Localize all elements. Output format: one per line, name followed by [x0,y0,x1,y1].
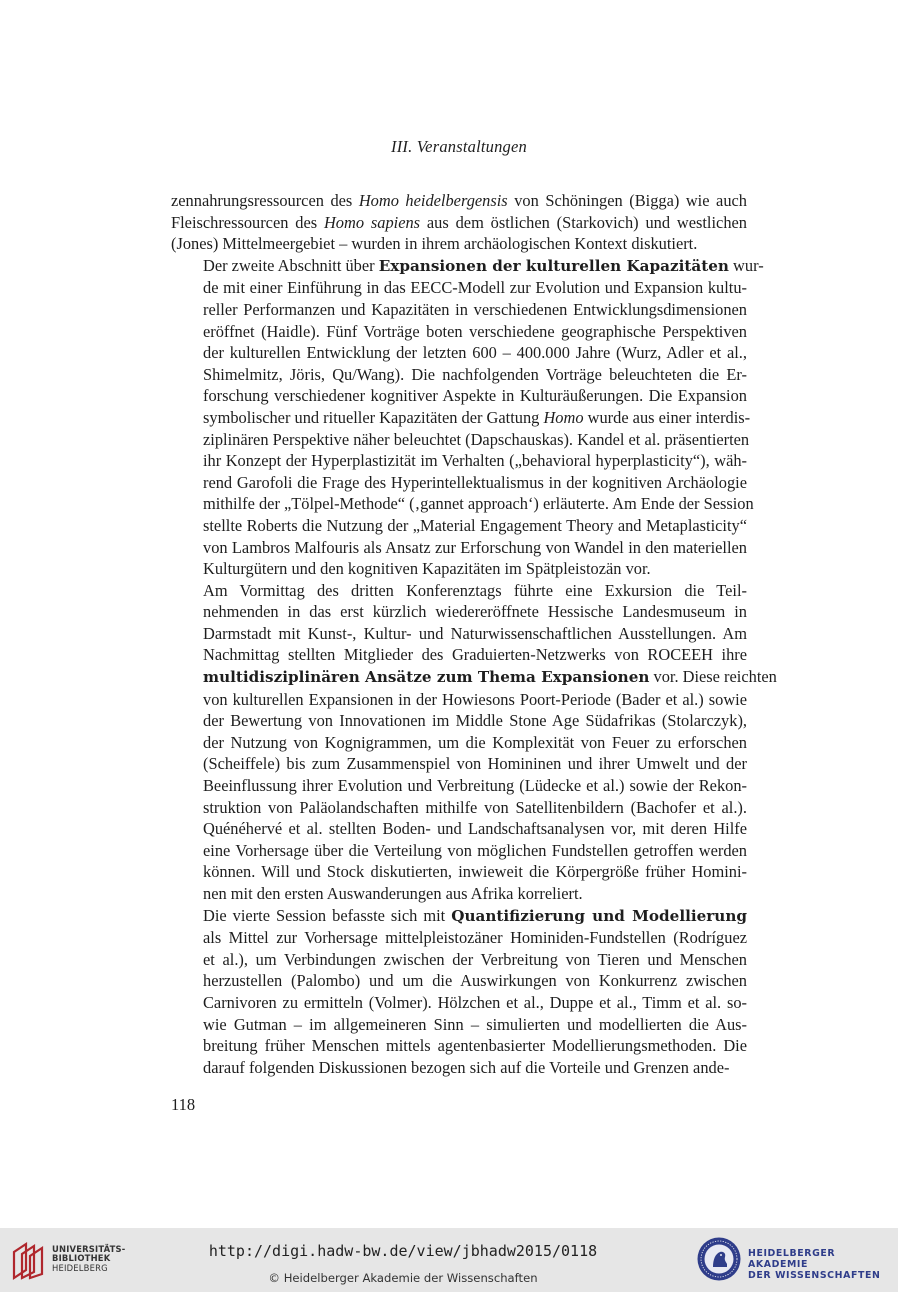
page-number: 118 [171,1095,196,1114]
copyright-notice: © Heidelberger Akademie der Wissenschaften [268,1271,538,1285]
text-line [171,883,747,905]
text-run: von Schöningen (Bigga) wie auch [507,191,747,210]
text-run: wurde aus einer interdis- [583,407,751,427]
text-run: können. Will und Stock diskutierten, inwieweit die Körpergröße früher Homini- [203,862,747,882]
bold-phrase: Quantifizierung und Modellierung [451,906,747,925]
text-line [171,472,747,494]
text-line [171,623,747,645]
paragraph [171,580,777,905]
text-run: Darmstadt mit Kunst-, Kultur- und Naturwissenschaftlichen Ausstellungen. Am [203,623,747,643]
text-line [171,644,747,666]
text-run: nehmenden in das erst kürzlich wiedereröffnete Hessische Landesmuseum in [203,602,747,622]
text-run: symbolischer und ritueller Kapazitäten der Gattung [203,407,544,427]
text-line [171,601,747,623]
text-line [171,970,747,992]
text-run: forschung verschiedener kognitiver Aspekte in Kulturäußerungen. Die Expansion [203,386,747,406]
text-line [171,515,747,537]
text-run: (Scheiffele) bis zum Zusammenspiel von Homininen und ihrer Umwelt und der [203,754,747,774]
text-run: eine Vorhersage über die Verteilung von möglichen Fundstellen getroffen werden [203,840,747,860]
bold-phrase: multidisziplinären Ansätze zum Thema Expansionen [203,668,650,687]
body-text [171,190,777,1078]
text-line [171,1057,747,1079]
text-run: Beeinflussung ihrer Evolution und Verbreitung (Lüdecke et al.) sowie der Rekon- [203,776,747,796]
text-line [171,364,747,386]
text-run: herzustellen (Palombo) und um die Auswirkungen von Konkurrenz zwischen [203,971,747,991]
text-line [171,861,747,883]
text-run: der Bewertung von Innovationen im Middle Stone Age Südafrikas (Stolarczyk), [203,711,747,731]
text-run: Carnivoren zu ermitteln (Volmer). Hölzchen et al., Duppe et al., Timm et al. so- [203,992,747,1012]
text-line [171,580,747,602]
italic-phrase: Homo [543,407,584,427]
text-line [171,233,747,255]
text-run: zennahrungsressourcen des [171,191,359,210]
text-run: Nachmittag stellten Mitglieder des Graduierten-Netzwerks von ROCEEH ihre [203,645,747,665]
bold-phrase: Expansionen der kulturellen Kapazitäten [378,256,729,275]
academy-name: HEIDELBERGER AKADEMIE DER WISSENSCHAFTEN [748,1248,881,1281]
university-library-name: UNIVERSITÄTS- BIBLIOTHEK HEIDELBERG [52,1244,126,1273]
paragraph [171,905,747,1079]
text-run: (Jones) Mittelmeergebiet – wurden in ihrem archäologischen Kontext diskutiert. [171,234,698,254]
text-run: rend Garofoli die Frage des Hyperintellektualismus in der kognitiven Archäologie [203,472,747,492]
italic-phrase: Homo sapiens [323,212,421,232]
text-line [171,255,764,278]
text-line [171,342,747,364]
text-line [171,407,751,429]
text-run: Die vierte Session befasste sich mit [203,905,452,925]
text-run: Am Vormittag des dritten Konferenztags führte eine Exkursion die Teil- [203,580,747,600]
paragraph [171,190,747,255]
text-line [171,840,747,862]
text-line [171,321,747,343]
text-run: et al.), um Verbindungen zwischen der Verbreitung von Tieren und Menschen [203,949,747,969]
text-run: breitung früher Menschen mittels agentenbasierter Modellierungsmethoden. Die [203,1036,747,1056]
text-line [171,493,754,515]
text-line [171,450,747,472]
text-line [171,949,747,971]
text-line [171,1035,747,1057]
text-run: aus dem östlichen (Starkovich) und westlichen [420,212,747,232]
text-line [171,558,747,580]
text-run: Fleischressourcen des [171,212,324,232]
text-run: stellte Roberts die Nutzung der „Material Engagement Theory and Metaplasticity“ [203,515,747,535]
text-run: der kulturellen Entwicklung der letzten 600 – 400.000 Jahre (Wurz, Adler et al., [203,343,747,363]
text-run: als Mittel zur Vorhersage mittelpleistozäner Hominiden-Fundstellen (Rodríguez [203,928,747,948]
text-line [171,212,747,234]
viewer-footer [0,1228,898,1292]
text-line [171,385,747,407]
text-line [171,732,747,754]
text-run: reller Performanzen und Kapazitäten in verschiedenen Entwicklungsdimensionen [203,299,747,319]
text-line [171,537,747,559]
text-line [171,1014,747,1036]
text-run: Der zweite Abschnitt über [203,255,379,275]
text-line [171,689,747,711]
text-line [171,277,747,299]
text-run: struktion von Paläolandschaften mithilfe von Satellitenbildern (Bachofer et al.). [203,797,747,817]
text-line [171,927,747,949]
text-line [171,429,750,451]
text-run: darauf folgenden Diskussionen bezogen sich auf die Vorteile und Grenzen ande- [203,1057,730,1077]
text-line [171,818,747,840]
text-run: wie Gutman – im allgemeineren Sinn – simulierten und modellierten die Aus- [203,1014,747,1034]
text-run: Shimelmitz, Jöris, Qu/Wang). Die nachfolgenden Vorträge beleuchteten die Er- [203,364,747,384]
text-line [171,190,747,212]
academy-seal-icon[interactable] [696,1236,742,1282]
text-run: vor. Diese reichten [649,667,777,687]
text-line [171,753,747,775]
text-run: mithilfe der „Tölpel-Methode“ (‚gannet approach‘) erläuterte. Am Ende der Session [203,494,754,514]
text-run: eröffnet (Haidle). Fünf Vorträge boten verschiedene geographische Perspektiven [203,321,747,341]
text-run: von Lambros Malfouris als Ansatz zur Erforschung von Wandel in den materiellen [203,537,747,557]
text-run: de mit einer Einführung in das EECC-Modell zur Evolution und Expansion kultu- [203,278,747,298]
text-run: Kulturgütern und den kognitiven Kapazitäten im Spätpleistozän vor. [203,559,651,579]
running-header: III. Veranstaltungen [391,137,527,156]
italic-phrase: Homo heidelbergensis [358,191,508,210]
text-run: Quénéhervé et al. stellten Boden- und Landschaftsanalysen vor, mit deren Hilfe [203,819,747,839]
text-line [171,797,747,819]
permalink-url[interactable]: http://digi.hadw-bw.de/view/jbhadw2015/0118 [208,1242,598,1260]
text-run: der Nutzung von Kognigrammen, um die Komplexität von Feuer zu erforschen [203,732,747,752]
text-line [171,775,747,797]
text-line [171,710,747,732]
text-run: ziplinären Perspektive näher beleuchtet (Dapschauskas). Kandel et al. präsentierten [203,429,750,449]
text-line [171,299,747,321]
text-run: ihr Konzept der Hyperplastizität im Verhalten („behavioral hyperplasticity“), wäh- [203,451,747,471]
paragraph [171,255,764,580]
text-run: von kulturellen Expansionen in der Howiesons Poort-Periode (Bader et al.) sowie [203,689,747,709]
text-line [171,992,747,1014]
text-line [171,905,747,928]
text-run: nen mit den ersten Auswanderungen aus Afrika korreliert. [203,884,583,903]
text-run: wur- [728,255,764,275]
text-line [171,666,777,689]
